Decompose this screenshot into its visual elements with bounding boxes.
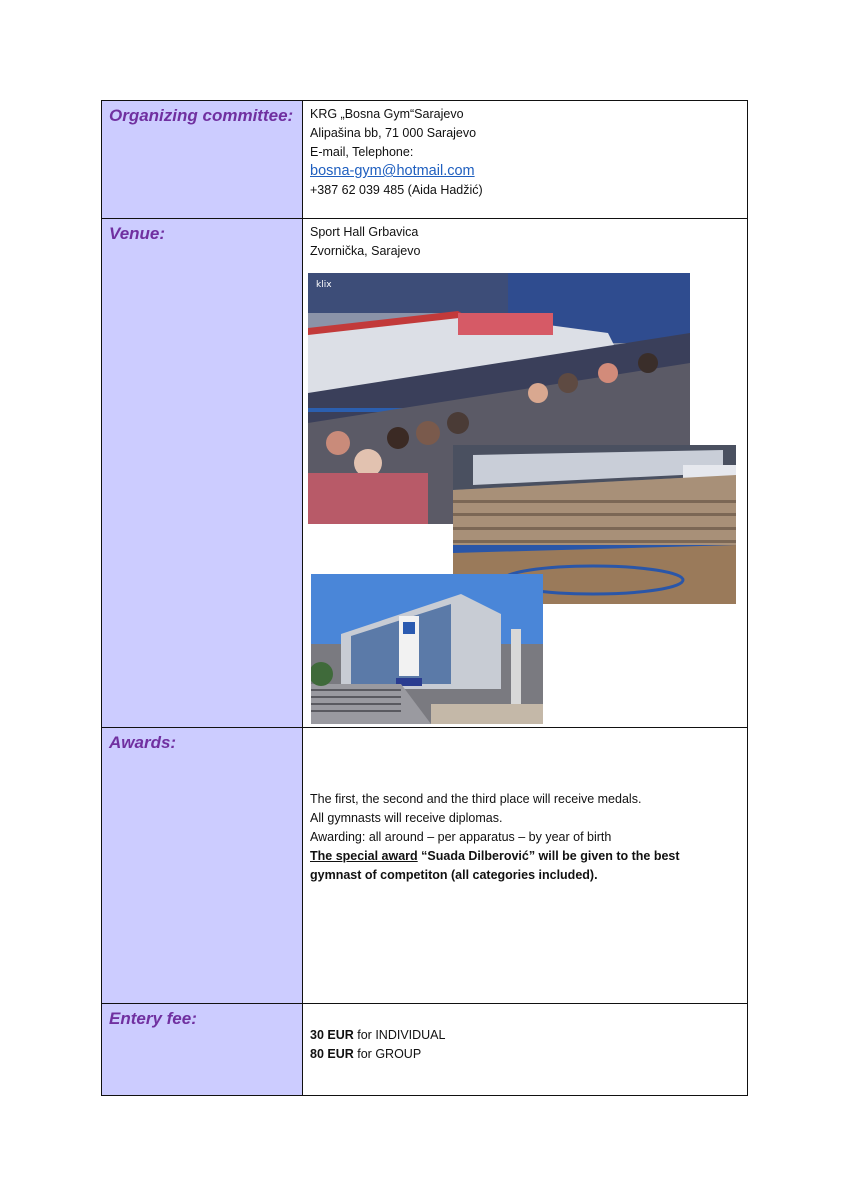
organizing-committee-label: Organizing committee: bbox=[109, 106, 294, 125]
fee-individual bbox=[310, 1026, 740, 1045]
awards-row bbox=[102, 728, 748, 1004]
photo-watermark: klix bbox=[316, 280, 332, 290]
entry-fee-row bbox=[102, 1004, 748, 1096]
venue-label: Venue: bbox=[109, 224, 166, 243]
info-table bbox=[101, 100, 748, 1096]
fee-individual-amount: 30 EUR bbox=[310, 1028, 354, 1042]
awards-categories-text: Awarding: all around – per apparatus – by year of birth bbox=[310, 830, 612, 844]
email-link[interactable]: bosna-gym@hotmail.com bbox=[310, 163, 475, 179]
fee-group bbox=[310, 1045, 740, 1064]
organizing-committee-row bbox=[102, 101, 748, 219]
organizing-content-cell bbox=[303, 101, 748, 219]
awards-label-cell bbox=[102, 728, 303, 1004]
fee-group-text: for GROUP bbox=[353, 1047, 422, 1061]
fee-content-cell bbox=[303, 1004, 748, 1096]
entry-fee-label: Entery fee: bbox=[109, 1009, 197, 1028]
special-award-line bbox=[310, 847, 740, 866]
awards-label: Awards: bbox=[109, 733, 177, 752]
fee-group-amount: 80 EUR bbox=[310, 1047, 354, 1061]
hall-exterior-photo bbox=[311, 574, 543, 724]
venue-row bbox=[102, 219, 748, 728]
fee-label-cell bbox=[102, 1004, 303, 1096]
fee-individual-text: for INDIVIDUAL bbox=[353, 1028, 446, 1042]
special-award-text-2: gymnast of competiton (all categories included). bbox=[310, 868, 598, 882]
organizer-address: Alipašina bb, 71 000 Sarajevo bbox=[310, 126, 477, 140]
contact-heading: E-mail, Telephone: bbox=[310, 145, 414, 159]
venue-content-cell bbox=[303, 219, 748, 728]
special-award-heading: The special award bbox=[310, 849, 418, 863]
phone-number: +387 62 039 485 (Aida Hadžić) bbox=[310, 183, 483, 197]
venue-label-cell bbox=[102, 219, 303, 728]
organizing-label-cell bbox=[102, 101, 303, 219]
awards-content-cell bbox=[303, 728, 748, 1004]
venue-address: Zvornička, Sarajevo bbox=[310, 244, 421, 258]
organizer-name: KRG „Bosna Gym“Sarajevo bbox=[310, 107, 464, 121]
special-award-text: “Suada Dilberović” will be given to the best bbox=[417, 849, 680, 863]
awards-medals-text: The first, the second and the third place will receive medals. bbox=[310, 792, 642, 806]
awards-diplomas-text: All gymnasts will receive diplomas. bbox=[310, 811, 503, 825]
venue-name: Sport Hall Grbavica bbox=[310, 225, 419, 239]
